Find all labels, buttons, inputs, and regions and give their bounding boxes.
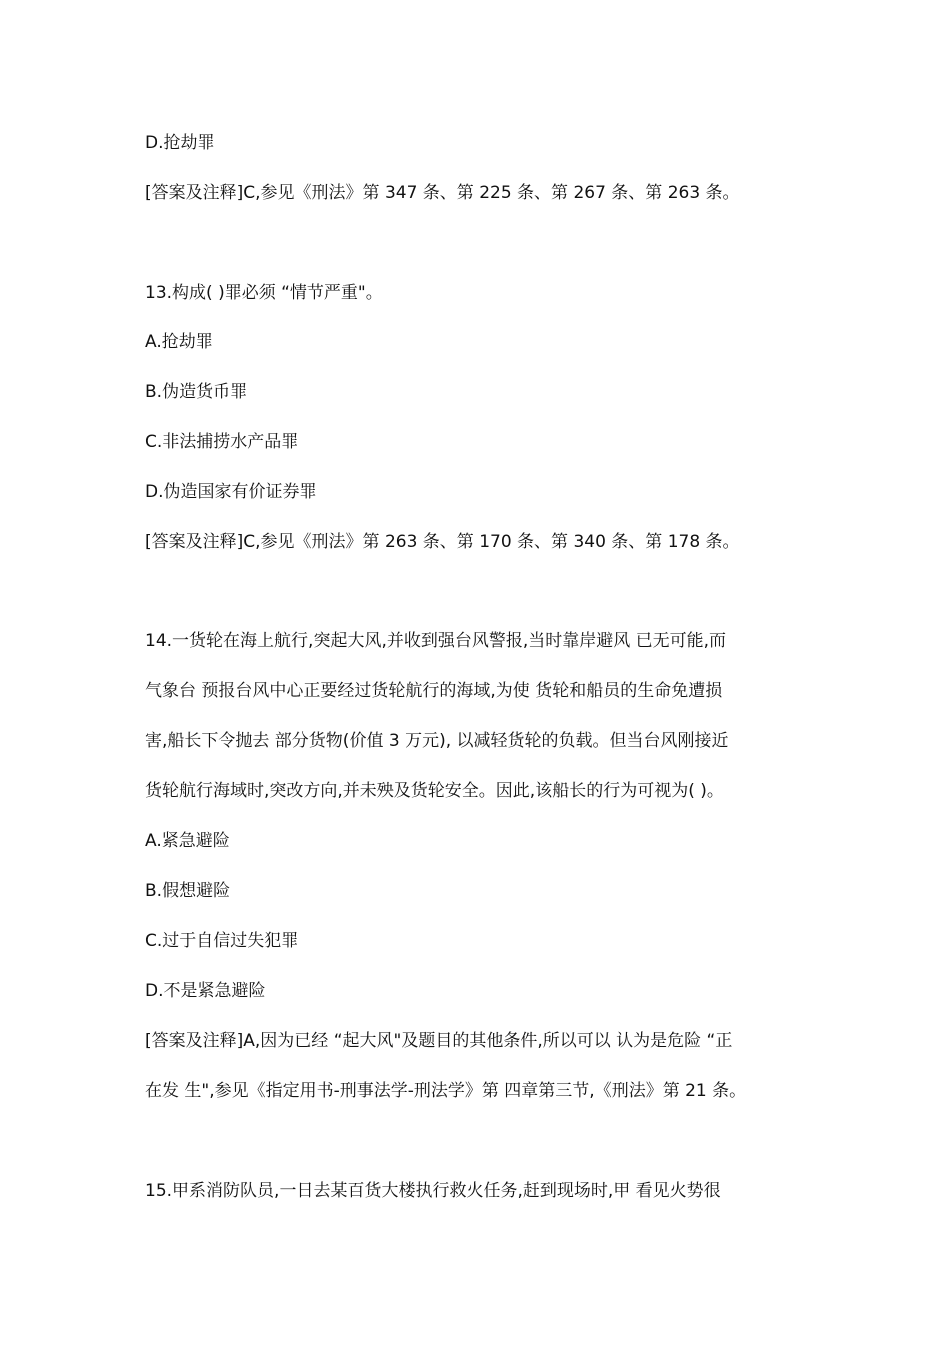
q12-option-d: D.抢劫罪 xyxy=(145,133,215,153)
q14-option-b: B.假想避险 xyxy=(145,881,231,901)
q14-stem-line: 害,船长下令抛去 部分货物(价值 3 万元), 以减轻货轮的负载。但当台风刚接近 xyxy=(145,731,729,751)
q14-option-d: D.不是紧急避险 xyxy=(145,981,266,1001)
q13-option-b: B.伪造货币罪 xyxy=(145,382,248,402)
q15-stem-line: 15.甲系消防队员,一日去某百货大楼执行救火任务,赶到现场时,甲 看见火势很 xyxy=(145,1181,721,1201)
q14-stem-line: 气象台 预报台风中心正要经过货轮航行的海域,为使 货轮和船员的生命免遭损 xyxy=(145,681,723,701)
q13-option-c: C.非法捕捞水产品罪 xyxy=(145,432,299,452)
q14-option-a: A.紧急避险 xyxy=(145,831,230,851)
q13-option-a: A.抢劫罪 xyxy=(145,332,213,352)
q14-answer-line: [答案及注释]A,因为已经 “起大风"及题目的其他条件,所以可以 认为是危险 “正 xyxy=(145,1031,733,1051)
q14-answer-line: 在发 生",参见《指定用书-刑事法学-刑法学》第 四章第三节,《刑法》第 21 条。 xyxy=(145,1081,747,1101)
q12-answer: [答案及注释]C,参见《刑法》第 347 条、第 225 条、第 267 条、第 263 条。 xyxy=(145,183,740,203)
q14-stem-line: 货轮航行海域时,突改方向,并未殃及货轮安全。因此,该船长的行为可视为( )。 xyxy=(145,781,724,801)
q13-option-d: D.伪造国家有价证券罪 xyxy=(145,482,317,502)
q14-option-c: C.过于自信过失犯罪 xyxy=(145,931,299,951)
q14-stem-line: 14.一货轮在海上航行,突起大风,并收到强台风警报,当时靠岸避风 已无可能,而 xyxy=(145,631,727,651)
q13-answer: [答案及注释]C,参见《刑法》第 263 条、第 170 条、第 340 条、第 178 条。 xyxy=(145,532,740,552)
q13-stem: 13.构成( )罪必须 “情节严重"。 xyxy=(145,283,383,303)
